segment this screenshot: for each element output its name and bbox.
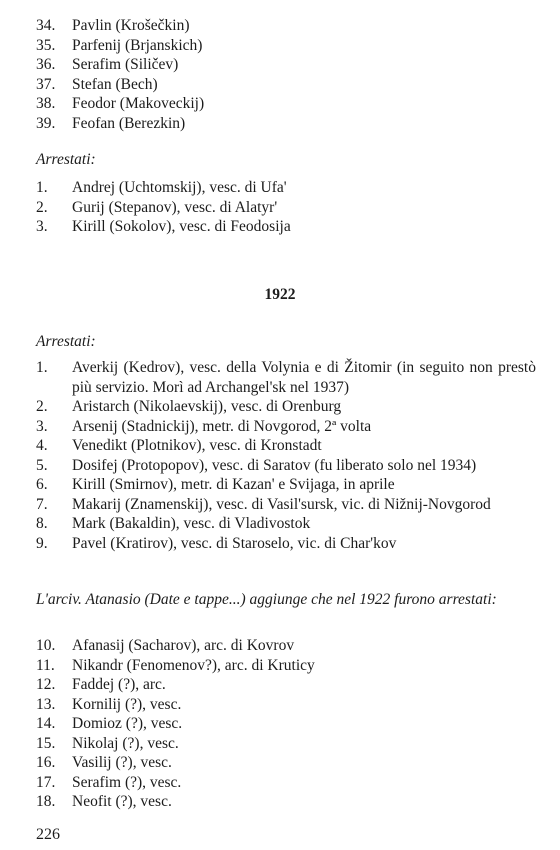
list-item <box>36 198 536 218</box>
item-number: 14. <box>36 715 56 732</box>
item-number: 12. <box>36 676 56 693</box>
list-item <box>36 55 536 75</box>
list-item <box>36 417 536 437</box>
item-number: 17. <box>36 773 56 791</box>
list-item <box>36 114 536 134</box>
list-item <box>36 94 536 114</box>
list-item <box>36 456 536 476</box>
item-text: Kornilij (?), vesc. <box>72 695 182 713</box>
list-item <box>36 792 536 812</box>
list-item <box>36 75 536 95</box>
item-number: 1. <box>36 359 48 376</box>
item-text: Kirill (Smirnov), metr. di Kazan' e Svijaga, in aprile <box>72 476 395 493</box>
item-number: 5. <box>36 456 48 474</box>
list-item <box>36 734 536 754</box>
list-item <box>36 534 536 554</box>
item-text: Pavlin (Krošečkin) <box>72 17 190 34</box>
item-text: Averkij (Kedrov), vesc. della Volynia e di Žitomir (in seguito non prestò più servizio. Morì ad Archangel'sk nel 1937) <box>72 359 536 396</box>
item-text: Vasilij (?), vesc. <box>72 754 172 771</box>
section-label-arrested: Arrestati: <box>36 333 96 350</box>
list-item <box>36 475 536 495</box>
item-number: 2. <box>36 198 48 216</box>
item-text: Gurij (Stepanov), vesc. di Alatyr' <box>72 198 278 216</box>
item-text: Stefan (Bech) <box>72 75 158 93</box>
list-item <box>36 397 536 417</box>
list-item <box>36 16 536 36</box>
item-number: 34. <box>36 17 56 34</box>
item-number: 6. <box>36 476 48 493</box>
list-item <box>36 436 536 456</box>
item-number: 18. <box>36 793 56 810</box>
item-text: Parfenij (Brjanskich) <box>72 36 203 54</box>
list-item <box>36 358 536 397</box>
item-text: Feofan (Berezkin) <box>72 114 186 132</box>
list-item <box>36 753 536 773</box>
item-number: 38. <box>36 95 56 112</box>
item-text: Mark (Bakaldin), vesc. di Vladivostok <box>72 515 311 532</box>
list-item <box>36 656 536 676</box>
item-number: 4. <box>36 437 48 454</box>
item-number: 36. <box>36 56 56 73</box>
item-number: 9. <box>36 534 48 552</box>
item-number: 3. <box>36 218 48 235</box>
item-text: Serafim (?), vesc. <box>72 773 182 791</box>
item-number: 35. <box>36 36 56 54</box>
list-item <box>36 695 536 715</box>
list-item <box>36 495 536 515</box>
item-text: Neofit (?), vesc. <box>72 793 172 810</box>
item-number: 13. <box>36 695 56 713</box>
list-arrested-1 <box>36 178 536 237</box>
item-text: Afanasij (Sacharov), arc. di Kovrov <box>72 637 295 654</box>
item-number: 2. <box>36 398 48 415</box>
item-text: Feodor (Makoveckij) <box>72 95 205 112</box>
item-text: Andrej (Uchtomskij), vesc. di Ufa' <box>72 179 287 196</box>
note-paragraph: L'arciv. Atanasio (Date e tappe...) aggiunge che nel 1922 furono arrestati: <box>36 591 497 608</box>
item-number: 7. <box>36 495 48 513</box>
item-number: 37. <box>36 75 56 93</box>
item-text: Arsenij (Stadnickij), metr. di Novgorod, 2ª volta <box>72 417 372 435</box>
item-text: Nikolaj (?), vesc. <box>72 734 179 752</box>
section-label-arrested: Arrestati: <box>36 151 96 168</box>
item-text: Pavel (Kratirov), vesc. di Staroselo, vic. di Char'kov <box>72 534 397 552</box>
item-number: 39. <box>36 114 56 132</box>
list-item <box>36 217 536 237</box>
item-number: 8. <box>36 515 48 532</box>
item-number: 15. <box>36 734 56 752</box>
list-item <box>36 773 536 793</box>
list-item <box>36 636 536 656</box>
item-number: 16. <box>36 754 56 771</box>
item-text: Aristarch (Nikolaevskij), vesc. di Orenburg <box>72 398 342 415</box>
item-text: Dosifej (Protopopov), vesc. di Saratov (fu liberato solo nel 1934) <box>72 456 477 474</box>
item-number: 1. <box>36 179 48 196</box>
item-number: 10. <box>36 637 56 654</box>
list-item <box>36 178 536 198</box>
list-item <box>36 714 536 734</box>
list-item <box>36 36 536 56</box>
item-text: Serafim (Siličev) <box>72 56 179 73</box>
item-text: Faddej (?), arc. <box>72 676 166 693</box>
list-additional <box>36 636 536 812</box>
year-heading: 1922 <box>264 286 296 303</box>
item-text: Makarij (Znamenskij), vesc. di Vasil'sursk, vic. di Nižnij-Novgorod <box>72 495 491 513</box>
item-text: Domioz (?), vesc. <box>72 715 183 732</box>
item-text: Venedikt (Plotnikov), vesc. di Kronstadt <box>72 437 322 454</box>
item-number: 11. <box>36 656 55 674</box>
list-arrested-2 <box>36 358 536 553</box>
list-item <box>36 675 536 695</box>
item-number: 3. <box>36 417 48 435</box>
item-text: Nikandr (Fenomenov?), arc. di Kruticy <box>72 656 315 674</box>
item-text: Kirill (Sokolov), vesc. di Feodosija <box>72 218 291 235</box>
list-top <box>36 16 536 133</box>
page-number: 226 <box>36 826 60 843</box>
list-item <box>36 514 536 534</box>
